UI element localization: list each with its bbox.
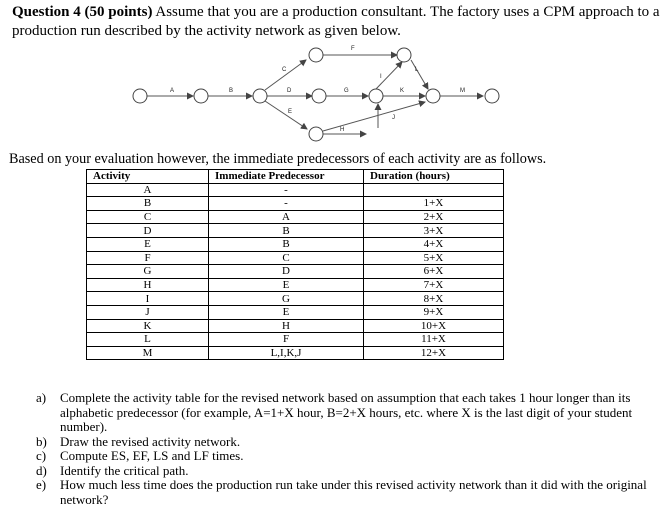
activity-cell: K <box>87 319 209 333</box>
activity-network-diagram <box>0 0 672 160</box>
activity-table <box>86 169 504 360</box>
table-row <box>87 333 504 347</box>
activity-cell: G <box>87 265 209 279</box>
activity-cell: D <box>87 224 209 238</box>
edge-label-I: I <box>380 74 382 80</box>
activity-cell: A <box>87 183 209 197</box>
table-row <box>87 210 504 224</box>
task-text: Draw the revised activity network. <box>60 433 241 449</box>
network-node-1 <box>133 89 147 103</box>
predecessor-cell: F <box>209 333 364 347</box>
edge-C <box>265 60 306 90</box>
network-node-9 <box>426 89 440 103</box>
question-heading: Question 4 (50 points) <box>12 4 153 20</box>
edge-label-B: B <box>229 88 234 94</box>
network-node-3 <box>253 89 267 103</box>
duration-cell: 6+X <box>364 265 504 279</box>
task-marker: a) <box>36 390 47 405</box>
predecessor-cell: C <box>209 251 364 265</box>
task-list <box>12 391 662 507</box>
predecessor-cell: B <box>209 237 364 251</box>
activity-cell: M <box>87 346 209 360</box>
predecessor-cell: B <box>209 224 364 238</box>
duration-cell: 3+X <box>364 224 504 238</box>
predecessor-cell: E <box>209 305 364 319</box>
task-item <box>12 464 662 479</box>
edge-label-M: M <box>460 88 465 94</box>
network-node-8 <box>397 48 411 62</box>
predecessor-cell: A <box>209 210 364 224</box>
duration-cell: 7+X <box>364 278 504 292</box>
table-row <box>87 319 504 333</box>
activity-cell: J <box>87 305 209 319</box>
task-text: Complete the activity table for the revised network based on assumption that each takes 1 hour longer than its alphabetic predecessor (for example, A=1+X hour, B=2+X hours, etc. where X is the last digit of your student number). <box>60 390 633 434</box>
network-node-7 <box>369 89 383 103</box>
edge-J <box>323 102 425 131</box>
task-marker: d) <box>36 462 47 478</box>
table-row <box>87 251 504 265</box>
activity-cell: H <box>87 278 209 292</box>
table-row <box>87 346 504 360</box>
task-text: How much less time does the production run take under this revised activity network than it did with the original network? <box>60 477 647 507</box>
table-row <box>87 305 504 319</box>
task-marker: b) <box>36 433 47 449</box>
network-node-2 <box>194 89 208 103</box>
duration-cell: 8+X <box>364 292 504 306</box>
edge-label-E: E <box>288 109 293 115</box>
duration-cell: 10+X <box>364 319 504 333</box>
question-text: Assume that you are a production consultant. The factory uses a CPM approach to a production run described by the activity network as given below. <box>12 4 660 39</box>
activity-cell: L <box>87 333 209 347</box>
table-row <box>87 224 504 238</box>
network-node-5 <box>312 89 326 103</box>
task-marker: c) <box>36 448 47 463</box>
activity-cell: I <box>87 292 209 306</box>
duration-cell: 12+X <box>364 346 504 360</box>
predecessor-cell: H <box>209 319 364 333</box>
task-marker: e) <box>36 477 47 492</box>
predecessor-cell: G <box>209 292 364 306</box>
edge-label-A: A <box>170 88 175 94</box>
task-item <box>12 391 662 435</box>
task-item <box>12 449 662 464</box>
network-node-4 <box>309 48 323 62</box>
duration-cell: 11+X <box>364 333 504 347</box>
network-node-6 <box>309 127 323 141</box>
evaluation-text: Based on your evaluation however, the immediate predecessors of each activity are as follows. <box>9 151 547 167</box>
edge-label-J: J <box>392 115 395 121</box>
predecessor-cell: D <box>209 265 364 279</box>
edge-label-G: G <box>344 88 349 94</box>
table-row <box>87 197 504 211</box>
table-row <box>87 278 504 292</box>
table-row <box>87 292 504 306</box>
edge-label-H: H <box>340 127 345 133</box>
task-text: Identify the critical path. <box>60 462 189 478</box>
duration-cell: 1+X <box>364 197 504 211</box>
table-header-row <box>87 170 504 184</box>
table-row <box>87 237 504 251</box>
predecessor-cell: - <box>209 183 364 197</box>
duration-cell <box>364 183 504 197</box>
network-node-10 <box>485 89 499 103</box>
activity-cell: F <box>87 251 209 265</box>
duration-cell: 2+X <box>364 210 504 224</box>
edge-label-C: C <box>282 67 287 73</box>
header-predecessor: Immediate Predecessor <box>209 170 364 184</box>
edge-label-F: F <box>351 46 355 52</box>
activity-cell: C <box>87 210 209 224</box>
predecessor-cell: E <box>209 278 364 292</box>
edge-label-D: D <box>287 88 292 94</box>
header-activity: Activity <box>87 170 209 184</box>
edge-label-L: L <box>415 67 419 73</box>
activity-table-body <box>87 183 504 360</box>
task-item <box>12 478 662 507</box>
activity-cell: E <box>87 237 209 251</box>
duration-cell: 9+X <box>364 305 504 319</box>
predecessor-cell: L,I,K,J <box>209 346 364 360</box>
table-row <box>87 183 504 197</box>
edge-E <box>265 101 307 129</box>
task-text: Compute ES, EF, LS and LF times. <box>60 448 244 463</box>
edge-label-K: K <box>400 88 405 94</box>
edge-L <box>411 60 428 89</box>
header-duration: Duration (hours) <box>364 170 504 184</box>
predecessor-cell: - <box>209 197 364 211</box>
activity-cell: B <box>87 197 209 211</box>
duration-cell: 4+X <box>364 237 504 251</box>
task-item <box>12 435 662 450</box>
table-row <box>87 265 504 279</box>
duration-cell: 5+X <box>364 251 504 265</box>
